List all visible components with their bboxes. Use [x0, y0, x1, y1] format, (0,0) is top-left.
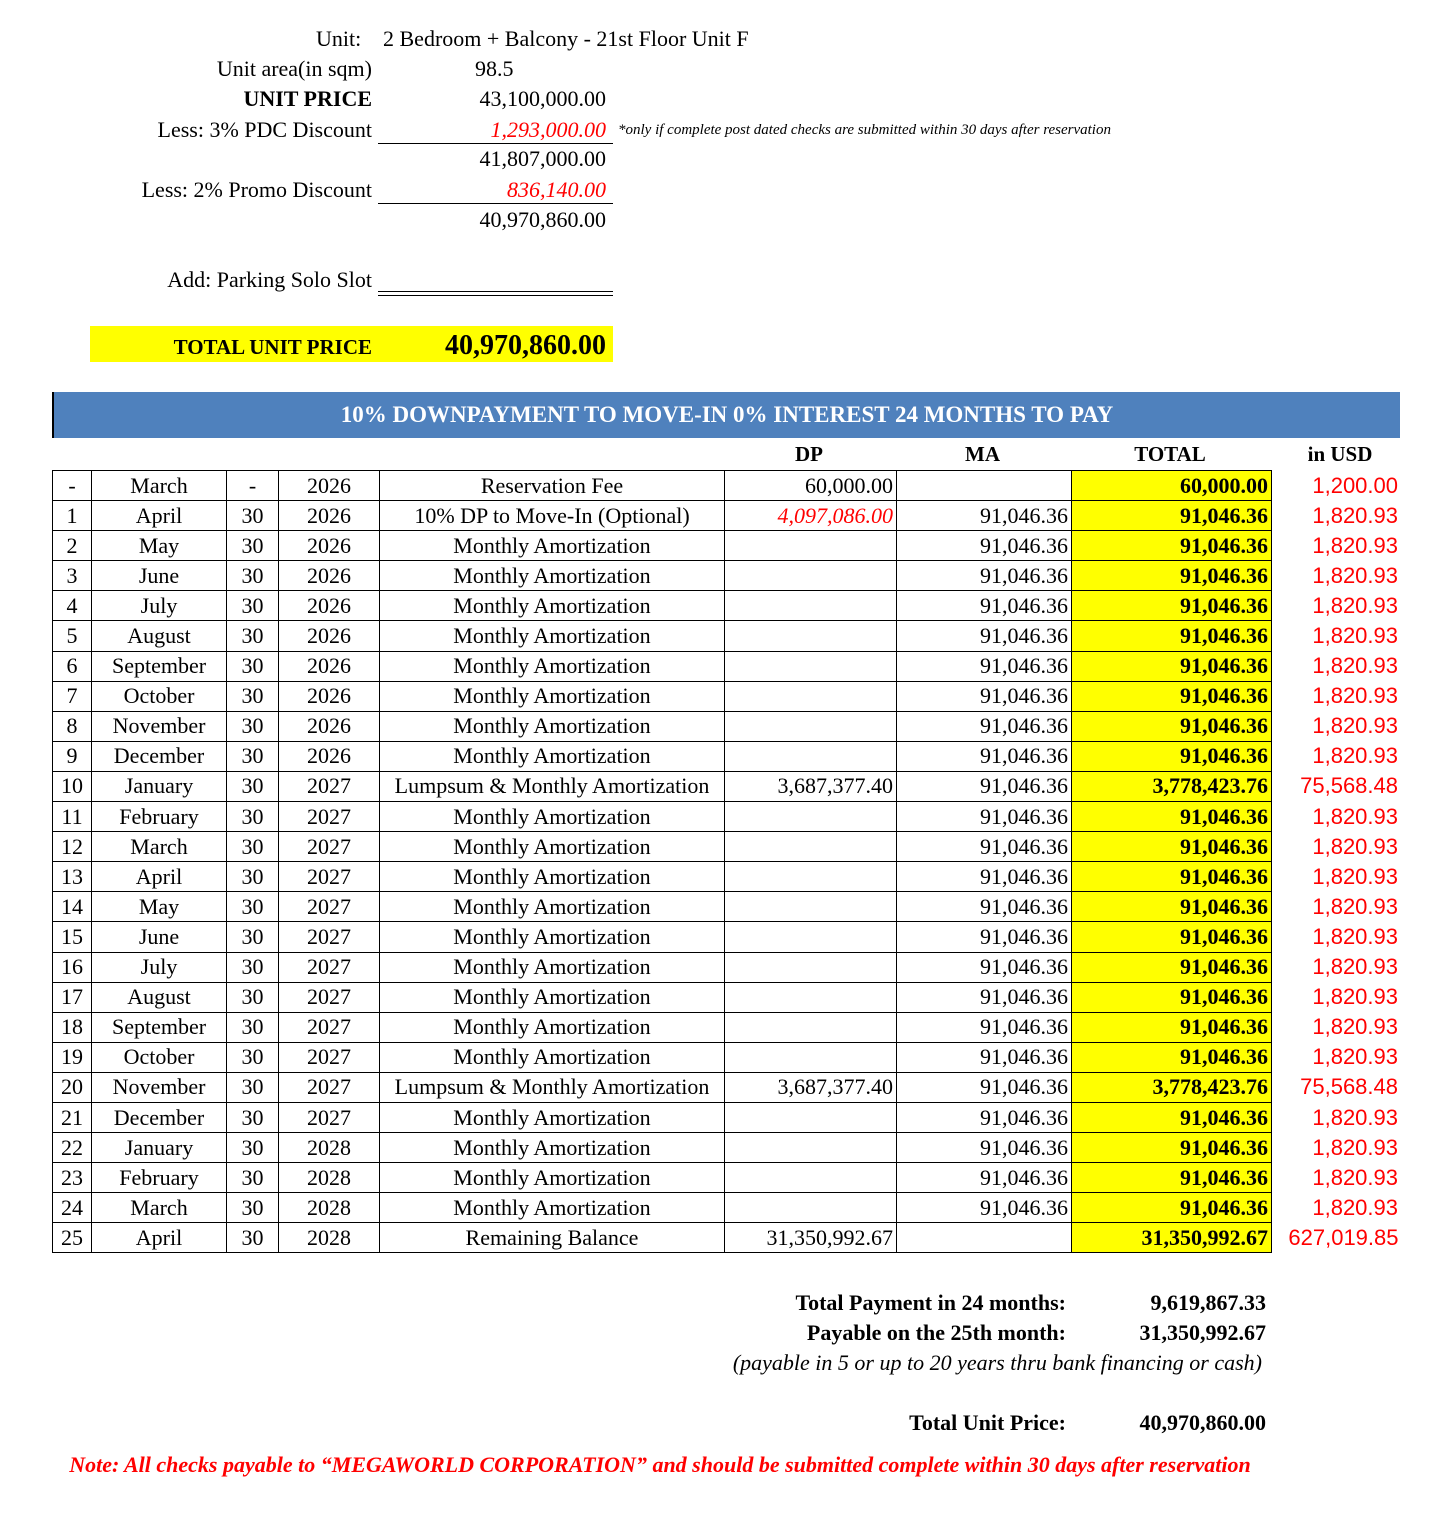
row-number: 13 [53, 862, 92, 892]
table-row [53, 1102, 1402, 1132]
row-usd-amount: 1,820.93 [1312, 532, 1398, 558]
row-usd-amount: 1,820.93 [1312, 592, 1398, 618]
row-dp-amount: 31,350,992.67 [725, 1223, 897, 1253]
row-usd-amount: 1,820.93 [1312, 713, 1398, 739]
row-number: 16 [53, 952, 92, 982]
row-number: 6 [53, 651, 92, 681]
row-usd-amount: 1,820.93 [1312, 984, 1398, 1010]
row-description: Monthly Amortization [380, 1102, 725, 1132]
row-total-amount: 91,046.36 [1072, 561, 1272, 591]
row-dp-amount [725, 1133, 897, 1163]
row-description: Monthly Amortization [380, 862, 725, 892]
row-dp-amount: 3,687,377.40 [725, 1072, 897, 1102]
row-month: March [92, 832, 227, 862]
row-total-amount: 91,046.36 [1072, 621, 1272, 651]
row-month: February [92, 802, 227, 832]
table-row [53, 1163, 1402, 1193]
column-header-dp: DP [795, 442, 823, 466]
row-year: 2027 [279, 1042, 380, 1072]
row-ma-amount: 91,046.36 [897, 621, 1072, 651]
table-row [53, 471, 1402, 501]
row-month: August [92, 982, 227, 1012]
row-total-amount: 91,046.36 [1072, 651, 1272, 681]
total-24-months-value: 9,619,867.33 [1150, 1290, 1266, 1315]
row-total-amount: 91,046.36 [1072, 531, 1272, 561]
row-day: 30 [227, 1133, 279, 1163]
unit-value: 2 Bedroom + Balcony - 21st Floor Unit F [383, 26, 749, 51]
row-usd-amount: 1,820.93 [1312, 863, 1398, 889]
row-description: Monthly Amortization [380, 952, 725, 982]
row-month: November [92, 711, 227, 741]
payment-schedule-table [52, 470, 1402, 1253]
row-total-amount: 3,778,423.76 [1072, 771, 1272, 801]
row-ma-amount: 91,046.36 [897, 1163, 1072, 1193]
row-day: 30 [227, 741, 279, 771]
table-row [53, 1072, 1402, 1102]
row-total-amount: 91,046.36 [1072, 892, 1272, 922]
table-row [53, 832, 1402, 862]
row-total-amount: 91,046.36 [1072, 1042, 1272, 1072]
row-day: 30 [227, 531, 279, 561]
row-total-amount: 91,046.36 [1072, 1133, 1272, 1163]
table-row [53, 922, 1402, 952]
unit-price-label: UNIT PRICE [243, 86, 372, 111]
row-year: 2027 [279, 1072, 380, 1102]
row-usd-amount: 1,820.93 [1312, 923, 1398, 949]
total-unit-price-label: TOTAL UNIT PRICE [173, 335, 372, 359]
promo-underline [378, 203, 613, 204]
row-description: Monthly Amortization [380, 651, 725, 681]
table-row [53, 1223, 1402, 1253]
row-ma-amount: 91,046.36 [897, 501, 1072, 531]
column-header-usd: in USD [1307, 442, 1373, 466]
row-day: 30 [227, 982, 279, 1012]
row-total-amount: 91,046.36 [1072, 832, 1272, 862]
row-number: 11 [53, 802, 92, 832]
promo-discount-value: 836,140.00 [507, 177, 606, 202]
row-month: December [92, 1102, 227, 1132]
row-day: 30 [227, 922, 279, 952]
pdc-discount-label: Less: 3% PDC Discount [157, 117, 372, 142]
row-usd-amount: 1,820.93 [1312, 623, 1398, 649]
table-row [53, 802, 1402, 832]
row-ma-amount: 91,046.36 [897, 922, 1072, 952]
row-month: June [92, 922, 227, 952]
row-day: 30 [227, 1163, 279, 1193]
row-ma-amount: 91,046.36 [897, 741, 1072, 771]
row-usd-amount: 1,820.93 [1312, 1044, 1398, 1070]
row-month: August [92, 621, 227, 651]
row-total-amount: 60,000.00 [1072, 471, 1272, 501]
total-24-months-label: Total Payment in 24 months: [795, 1290, 1066, 1315]
row-total-amount: 91,046.36 [1072, 802, 1272, 832]
row-ma-amount: 91,046.36 [897, 711, 1072, 741]
row-number: 4 [53, 591, 92, 621]
row-ma-amount: 91,046.36 [897, 1102, 1072, 1132]
row-month: April [92, 501, 227, 531]
row-total-amount: 3,778,423.76 [1072, 1072, 1272, 1102]
row-ma-amount: 91,046.36 [897, 802, 1072, 832]
row-month: September [92, 651, 227, 681]
row-ma-amount [897, 1223, 1072, 1253]
row-day: 30 [227, 591, 279, 621]
row-dp-amount [725, 802, 897, 832]
row-dp-amount [725, 561, 897, 591]
row-description: Monthly Amortization [380, 681, 725, 711]
row-number: 17 [53, 982, 92, 1012]
row-description: Lumpsum & Monthly Amortization [380, 1072, 725, 1102]
row-usd-amount: 1,820.93 [1312, 1104, 1398, 1130]
row-total-amount: 91,046.36 [1072, 1102, 1272, 1132]
row-total-amount: 91,046.36 [1072, 711, 1272, 741]
row-usd-amount: 1,820.93 [1312, 803, 1398, 829]
row-day: 30 [227, 1223, 279, 1253]
row-dp-amount [725, 892, 897, 922]
parking-double-underline [378, 291, 613, 296]
row-description: Monthly Amortization [380, 832, 725, 862]
row-usd-amount: 1,820.93 [1312, 502, 1398, 528]
summary-total-unit-price-label: Total Unit Price: [909, 1410, 1066, 1435]
row-description: Monthly Amortization [380, 1133, 725, 1163]
row-dp-amount [725, 681, 897, 711]
row-number: 19 [53, 1042, 92, 1072]
row-number: 2 [53, 531, 92, 561]
row-year: 2027 [279, 982, 380, 1012]
table-row [53, 1193, 1402, 1223]
row-number: 7 [53, 681, 92, 711]
row-day: 30 [227, 651, 279, 681]
row-description: Monthly Amortization [380, 922, 725, 952]
row-year: 2028 [279, 1133, 380, 1163]
row-year: 2027 [279, 771, 380, 801]
row-year: 2027 [279, 1102, 380, 1132]
financing-note: (payable in 5 or up to 20 years thru bank financing or cash) [732, 1350, 1262, 1375]
row-usd-amount: 1,820.93 [1312, 833, 1398, 859]
table-row [53, 1042, 1402, 1072]
row-dp-amount [725, 1012, 897, 1042]
row-day: 30 [227, 1042, 279, 1072]
row-month: March [92, 1193, 227, 1223]
row-dp-amount [725, 591, 897, 621]
row-number: 24 [53, 1193, 92, 1223]
row-year: 2026 [279, 531, 380, 561]
row-month: January [92, 1133, 227, 1163]
row-month: December [92, 741, 227, 771]
row-dp-amount: 3,687,377.40 [725, 771, 897, 801]
row-ma-amount: 91,046.36 [897, 892, 1072, 922]
row-description: Lumpsum & Monthly Amortization [380, 771, 725, 801]
row-usd-amount: 1,820.93 [1312, 562, 1398, 588]
row-dp-amount [725, 922, 897, 952]
row-total-amount: 91,046.36 [1072, 1163, 1272, 1193]
row-day: 30 [227, 1072, 279, 1102]
row-ma-amount: 91,046.36 [897, 952, 1072, 982]
row-day: 30 [227, 621, 279, 651]
column-header-total: TOTAL [1134, 442, 1206, 466]
row-total-amount: 91,046.36 [1072, 1012, 1272, 1042]
row-ma-amount: 91,046.36 [897, 531, 1072, 561]
table-row [53, 681, 1402, 711]
row-ma-amount: 91,046.36 [897, 561, 1072, 591]
schedule-title-banner: 10% DOWNPAYMENT TO MOVE-IN 0% INTEREST 24 MONTHS TO PAY [52, 392, 1400, 438]
row-year: 2026 [279, 561, 380, 591]
row-dp-amount [725, 711, 897, 741]
row-dp-amount [725, 1042, 897, 1072]
row-dp-amount [725, 862, 897, 892]
row-ma-amount: 91,046.36 [897, 1042, 1072, 1072]
row-month: June [92, 561, 227, 591]
row-year: 2026 [279, 501, 380, 531]
row-year: 2027 [279, 922, 380, 952]
row-usd-amount: 1,820.93 [1312, 653, 1398, 679]
row-dp-amount [725, 1193, 897, 1223]
row-total-amount: 91,046.36 [1072, 922, 1272, 952]
row-usd-amount: 1,820.93 [1312, 1164, 1398, 1190]
row-number: 9 [53, 741, 92, 771]
row-number: 15 [53, 922, 92, 952]
row-day: 30 [227, 862, 279, 892]
row-dp-amount [725, 982, 897, 1012]
row-usd-amount: 1,200.00 [1312, 472, 1398, 498]
row-month: May [92, 892, 227, 922]
row-year: 2026 [279, 471, 380, 501]
row-year: 2027 [279, 952, 380, 982]
row-usd-amount: 627,019.85 [1288, 1224, 1399, 1250]
row-number: 20 [53, 1072, 92, 1102]
row-month: October [92, 681, 227, 711]
row-description: Reservation Fee [380, 471, 725, 501]
row-dp-amount [725, 651, 897, 681]
row-day: 30 [227, 832, 279, 862]
row-total-amount: 91,046.36 [1072, 741, 1272, 771]
row-description: Monthly Amortization [380, 711, 725, 741]
summary-total-unit-price-value: 40,970,860.00 [1139, 1410, 1266, 1435]
row-usd-amount: 75,568.48 [1300, 1074, 1398, 1100]
row-description: Monthly Amortization [380, 892, 725, 922]
subtotal-after-pdc: 41,807,000.00 [479, 146, 606, 171]
table-row [53, 591, 1402, 621]
row-description: Monthly Amortization [380, 802, 725, 832]
row-total-amount: 91,046.36 [1072, 982, 1272, 1012]
row-total-amount: 91,046.36 [1072, 1193, 1272, 1223]
row-total-amount: 91,046.36 [1072, 591, 1272, 621]
row-number: 21 [53, 1102, 92, 1132]
row-number: 12 [53, 832, 92, 862]
row-day: 30 [227, 1102, 279, 1132]
row-dp-amount [725, 1102, 897, 1132]
pdc-underline [378, 143, 613, 144]
row-year: 2026 [279, 681, 380, 711]
row-month: April [92, 862, 227, 892]
row-ma-amount: 91,046.36 [897, 1072, 1072, 1102]
row-number: 10 [53, 771, 92, 801]
row-description: Monthly Amortization [380, 1193, 725, 1223]
unit-area-label: Unit area(in sqm) [216, 56, 372, 81]
row-description: 10% DP to Move-In (Optional) [380, 501, 725, 531]
promo-discount-label: Less: 2% Promo Discount [141, 177, 372, 202]
row-ma-amount: 91,046.36 [897, 651, 1072, 681]
row-month: March [92, 471, 227, 501]
row-ma-amount: 91,046.36 [897, 681, 1072, 711]
row-description: Monthly Amortization [380, 1042, 725, 1072]
row-year: 2027 [279, 892, 380, 922]
row-number: - [53, 471, 92, 501]
row-month: July [92, 591, 227, 621]
column-header-ma: MA [965, 442, 1000, 466]
row-ma-amount: 91,046.36 [897, 771, 1072, 801]
row-day: 30 [227, 892, 279, 922]
row-number: 5 [53, 621, 92, 651]
row-year: 2027 [279, 862, 380, 892]
pdc-discount-value: 1,293,000.00 [490, 117, 606, 142]
row-ma-amount: 91,046.36 [897, 1133, 1072, 1163]
row-number: 22 [53, 1133, 92, 1163]
row-ma-amount: 91,046.36 [897, 982, 1072, 1012]
table-row [53, 621, 1402, 651]
total-unit-price-value: 40,970,860.00 [445, 330, 606, 361]
table-row [53, 892, 1402, 922]
row-year: 2027 [279, 832, 380, 862]
row-total-amount: 91,046.36 [1072, 952, 1272, 982]
table-row [53, 561, 1402, 591]
row-number: 18 [53, 1012, 92, 1042]
row-usd-amount: 75,568.48 [1300, 773, 1398, 799]
row-total-amount: 91,046.36 [1072, 862, 1272, 892]
row-total-amount: 91,046.36 [1072, 501, 1272, 531]
subtotal-after-promo: 40,970,860.00 [479, 207, 606, 232]
row-month: April [92, 1223, 227, 1253]
row-dp-amount [725, 621, 897, 651]
row-dp-amount [725, 741, 897, 771]
parking-label: Add: Parking Solo Slot [167, 267, 372, 292]
table-row [53, 651, 1402, 681]
row-month: July [92, 952, 227, 982]
pdc-footnote: *only if complete post dated checks are submitted within 30 days after reservation [618, 122, 1111, 138]
row-ma-amount: 91,046.36 [897, 1012, 1072, 1042]
row-year: 2028 [279, 1223, 380, 1253]
row-description: Monthly Amortization [380, 561, 725, 591]
row-dp-amount [725, 832, 897, 862]
table-row [53, 982, 1402, 1012]
payable-25th-month-value: 31,350,992.67 [1139, 1320, 1266, 1345]
row-description: Monthly Amortization [380, 982, 725, 1012]
row-month: February [92, 1163, 227, 1193]
row-day: 30 [227, 1193, 279, 1223]
row-description: Monthly Amortization [380, 531, 725, 561]
row-ma-amount: 91,046.36 [897, 832, 1072, 862]
row-dp-amount: 4,097,086.00 [725, 501, 897, 531]
row-number: 1 [53, 501, 92, 531]
row-dp-amount [725, 1163, 897, 1193]
row-usd-amount: 1,820.93 [1312, 1014, 1398, 1040]
unit-area-value: 98.5 [475, 56, 514, 81]
row-year: 2028 [279, 1193, 380, 1223]
row-day: - [227, 471, 279, 501]
row-year: 2027 [279, 1012, 380, 1042]
row-month: November [92, 1072, 227, 1102]
row-total-amount: 91,046.36 [1072, 681, 1272, 711]
row-description: Monthly Amortization [380, 1163, 725, 1193]
row-usd-amount: 1,820.93 [1312, 893, 1398, 919]
row-day: 30 [227, 771, 279, 801]
row-day: 30 [227, 681, 279, 711]
table-row [53, 1012, 1402, 1042]
row-total-amount: 31,350,992.67 [1072, 1223, 1272, 1253]
table-row [53, 1133, 1402, 1163]
row-month: January [92, 771, 227, 801]
table-row [53, 501, 1402, 531]
row-day: 30 [227, 1012, 279, 1042]
row-description: Monthly Amortization [380, 621, 725, 651]
unit-price-value: 43,100,000.00 [479, 86, 606, 111]
payable-25th-month-label: Payable on the 25th month: [806, 1320, 1066, 1345]
row-year: 2026 [279, 621, 380, 651]
payment-note: Note: All checks payable to “MEGAWORLD CORPORATION” and should be submitted complete within 30 days after reservation [69, 1452, 1251, 1477]
row-year: 2026 [279, 651, 380, 681]
row-usd-amount: 1,820.93 [1312, 743, 1398, 769]
table-row [53, 531, 1402, 561]
row-day: 30 [227, 711, 279, 741]
table-row [53, 741, 1402, 771]
row-month: May [92, 531, 227, 561]
row-year: 2026 [279, 591, 380, 621]
row-number: 3 [53, 561, 92, 591]
row-description: Remaining Balance [380, 1223, 725, 1253]
row-dp-amount: 60,000.00 [725, 471, 897, 501]
row-description: Monthly Amortization [380, 741, 725, 771]
row-ma-amount: 91,046.36 [897, 591, 1072, 621]
row-year: 2028 [279, 1163, 380, 1193]
row-month: September [92, 1012, 227, 1042]
table-row [53, 952, 1402, 982]
table-row [53, 711, 1402, 741]
row-day: 30 [227, 802, 279, 832]
row-number: 23 [53, 1163, 92, 1193]
row-month: October [92, 1042, 227, 1072]
row-ma-amount [897, 471, 1072, 501]
row-day: 30 [227, 561, 279, 591]
row-year: 2027 [279, 802, 380, 832]
row-year: 2026 [279, 711, 380, 741]
row-number: 14 [53, 892, 92, 922]
table-row [53, 771, 1402, 801]
row-description: Monthly Amortization [380, 591, 725, 621]
row-usd-amount: 1,820.93 [1312, 1194, 1398, 1220]
row-ma-amount: 91,046.36 [897, 1193, 1072, 1223]
row-year: 2026 [279, 741, 380, 771]
row-dp-amount [725, 531, 897, 561]
row-usd-amount: 1,820.93 [1312, 1134, 1398, 1160]
unit-label: Unit: [316, 26, 362, 51]
row-dp-amount [725, 952, 897, 982]
row-number: 25 [53, 1223, 92, 1253]
row-day: 30 [227, 501, 279, 531]
row-day: 30 [227, 952, 279, 982]
row-usd-amount: 1,820.93 [1312, 954, 1398, 980]
table-row [53, 862, 1402, 892]
row-description: Monthly Amortization [380, 1012, 725, 1042]
row-usd-amount: 1,820.93 [1312, 683, 1398, 709]
row-number: 8 [53, 711, 92, 741]
row-ma-amount: 91,046.36 [897, 862, 1072, 892]
